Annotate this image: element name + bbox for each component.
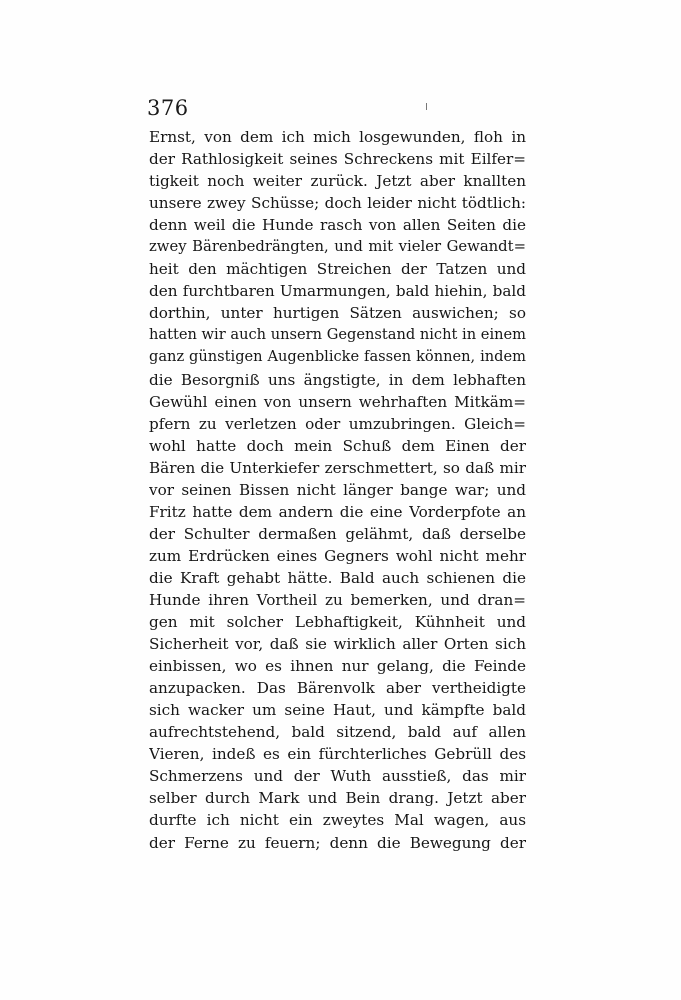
text-line: durfte ich nicht ein zweytes Mal wagen, aus (149, 811, 526, 830)
text-line: denn weil die Hunde rasch von allen Seiten die (149, 216, 526, 235)
text-line: Vieren, indeß es ein fürchterliches Gebrüll des (149, 745, 526, 764)
text-line: Ernst, von dem ich mich losgewunden, floh in (149, 128, 526, 146)
text-line: der Ferne zu feuern; denn die Bewegung der (149, 833, 526, 852)
text-line: Sicherheit vor, daß sie wirklich aller Orten sich (149, 635, 526, 654)
text-line: Gewühl einen von unsern wehrhaften Mitkäm= (149, 392, 526, 411)
text-line: die Besorgniß uns ängstigte, in dem lebhaften (149, 370, 526, 389)
body-text (149, 126, 526, 854)
text-line: zum Erdrücken eines Gegners wohl nicht mehr (149, 546, 526, 565)
text-line: den furchtbaren Umarmungen, bald hiehin, bald (149, 282, 526, 301)
print-mark (426, 103, 427, 110)
text-line: unsere zwey Schüsse; doch leider nicht tödtlich: (149, 194, 526, 213)
text-line: gen mit solcher Lebhaftigkeit, Kühnheit und (149, 613, 526, 632)
text-line: dorthin, unter hurtigen Sätzen auswichen; so (149, 304, 526, 323)
text-line: Schmerzens und der Wuth ausstieß, das mir (149, 767, 526, 786)
page-number: 376 (147, 96, 189, 120)
text-line: hatten wir auch unsern Gegenstand nicht in einem (149, 326, 526, 344)
text-line: Bären die Unterkiefer zerschmettert, so daß mir (149, 458, 526, 477)
text-line: vor seinen Bissen nicht länger bange war; und (149, 480, 526, 499)
text-line: selber durch Mark und Bein drang. Jetzt aber (149, 789, 526, 808)
text-line: Hunde ihren Vortheil zu bemerken, und dran= (149, 590, 526, 609)
text-line: der Schulter dermaßen gelähmt, daß derselbe (149, 524, 526, 543)
text-line: Fritz hatte dem andern die eine Vorderpfote an (149, 502, 526, 521)
text-line: sich wacker um seine Haut, und kämpfte bald (149, 701, 526, 720)
text-line: tigkeit noch weiter zurück. Jetzt aber knallten (149, 172, 526, 191)
text-line: heit den mächtigen Streichen der Tatzen und (149, 260, 526, 279)
text-line: pfern zu verletzen oder umzubringen. Gleich= (149, 414, 526, 433)
text-line: wohl hatte doch mein Schuß dem Einen der (149, 436, 526, 455)
text-line: zwey Bärenbedrängten, und mit vieler Gewandt= (149, 238, 526, 256)
text-line: aufrechtstehend, bald sitzend, bald auf allen (149, 723, 526, 742)
text-line: der Rathlosigkeit seines Schreckens mit Eilfer= (149, 150, 526, 169)
text-line: ganz günstigen Augenblicke fassen können, indem (149, 348, 526, 366)
text-line: anzupacken. Das Bärenvolk aber vertheidigte (149, 679, 526, 698)
text-line: die Kraft gehabt hätte. Bald auch schienen die (149, 568, 526, 587)
text-line: einbissen, wo es ihnen nur gelang, die Feinde (149, 657, 526, 676)
